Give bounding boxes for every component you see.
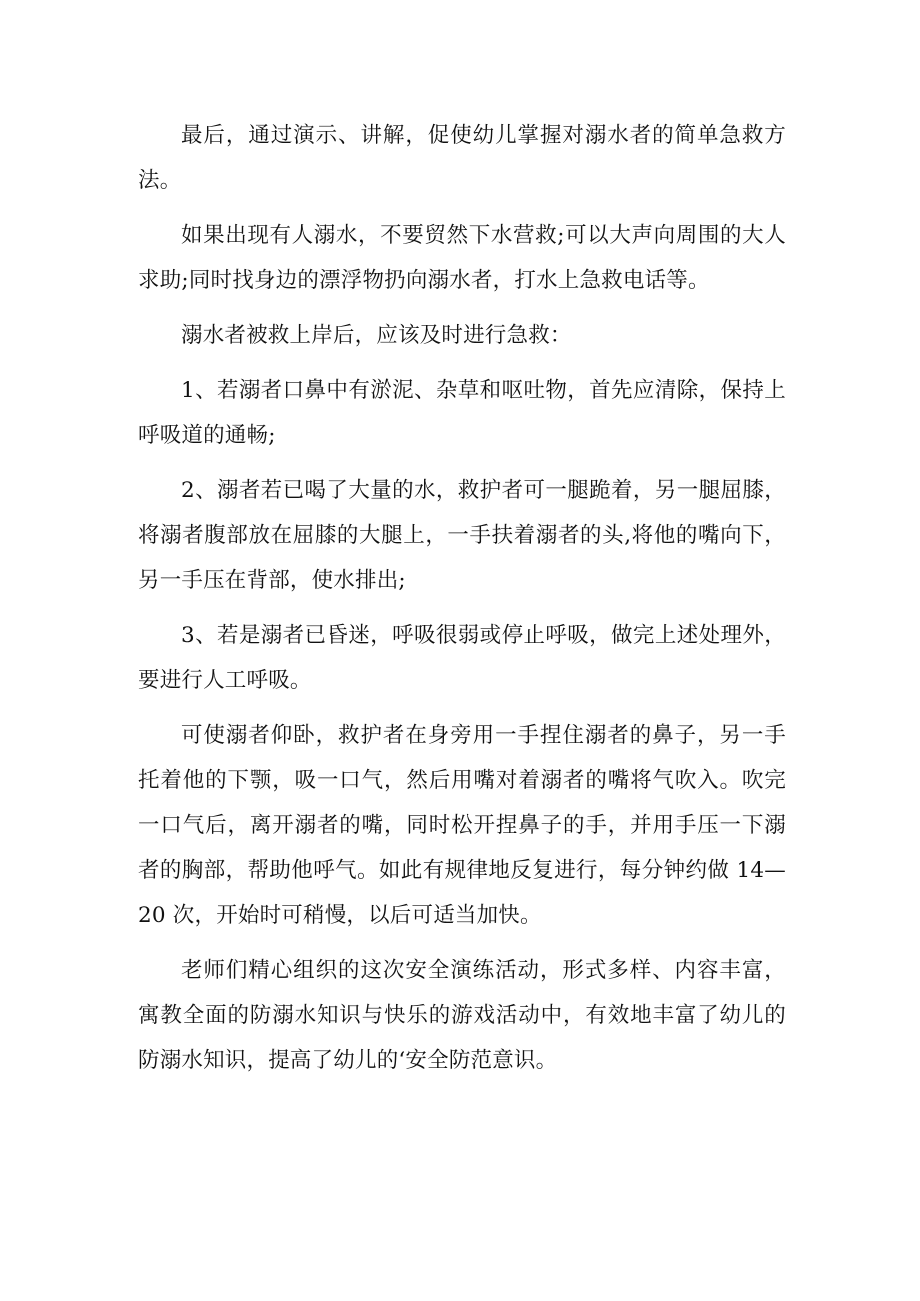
paragraph-call-for-help: 如果出现有人溺水，不要贸然下水营救;可以大声向周围的大人求助;同时找身边的漂浮物扔向溺水者，打水上急救电话等。 [138, 223, 786, 293]
paragraph-rescue-heading: 溺水者被救上岸后，应该及时进行急救： [181, 323, 572, 348]
paragraph-step-3: 3、若是溺者已昏迷，呼吸很弱或停止呼吸，做完上述处理外，要进行人工呼吸。 [138, 623, 786, 693]
paragraph-step-2: 2、溺者若已喝了大量的水，救护者可一腿跪着，另一腿屈膝，将溺者腹部放在屈膝的大腿上，一手扶着溺者的头,将他的嘴向下，另一手压在背部，使水排出; [138, 478, 786, 593]
paragraph-artificial-respiration: 可使溺者仰卧，救护者在身旁用一手捏住溺者的鼻子，另一手托着他的下颚，吸一口气，然后用嘴对着溺者的嘴将气吹入。吹完一口气后，离开溺者的嘴，同时松开捏鼻子的手，并用手压一下溺者的胸部，帮助他呼气。如此有规律地反复进行，每分钟约做 14—20 次，开始时可稍慢，以后可适当加快。 [138, 723, 786, 928]
paragraph-step-1: 1、若溺者口鼻中有淤泥、杂草和呕吐物，首先应清除，保持上呼吸道的通畅; [138, 378, 786, 448]
document-body [138, 113, 786, 1093]
paragraph-first-aid-intro: 最后，通过演示、讲解，促使幼儿掌握对溺水者的简单急救方法。 [138, 123, 786, 193]
paragraph-conclusion: 老师们精心组织的这次安全演练活动，形式多样、内容丰富，寓教全面的防溺水知识与快乐的游戏活动中，有效地丰富了幼儿的防溺水知识，提高了幼儿的‘安全防范意识。 [138, 958, 786, 1073]
